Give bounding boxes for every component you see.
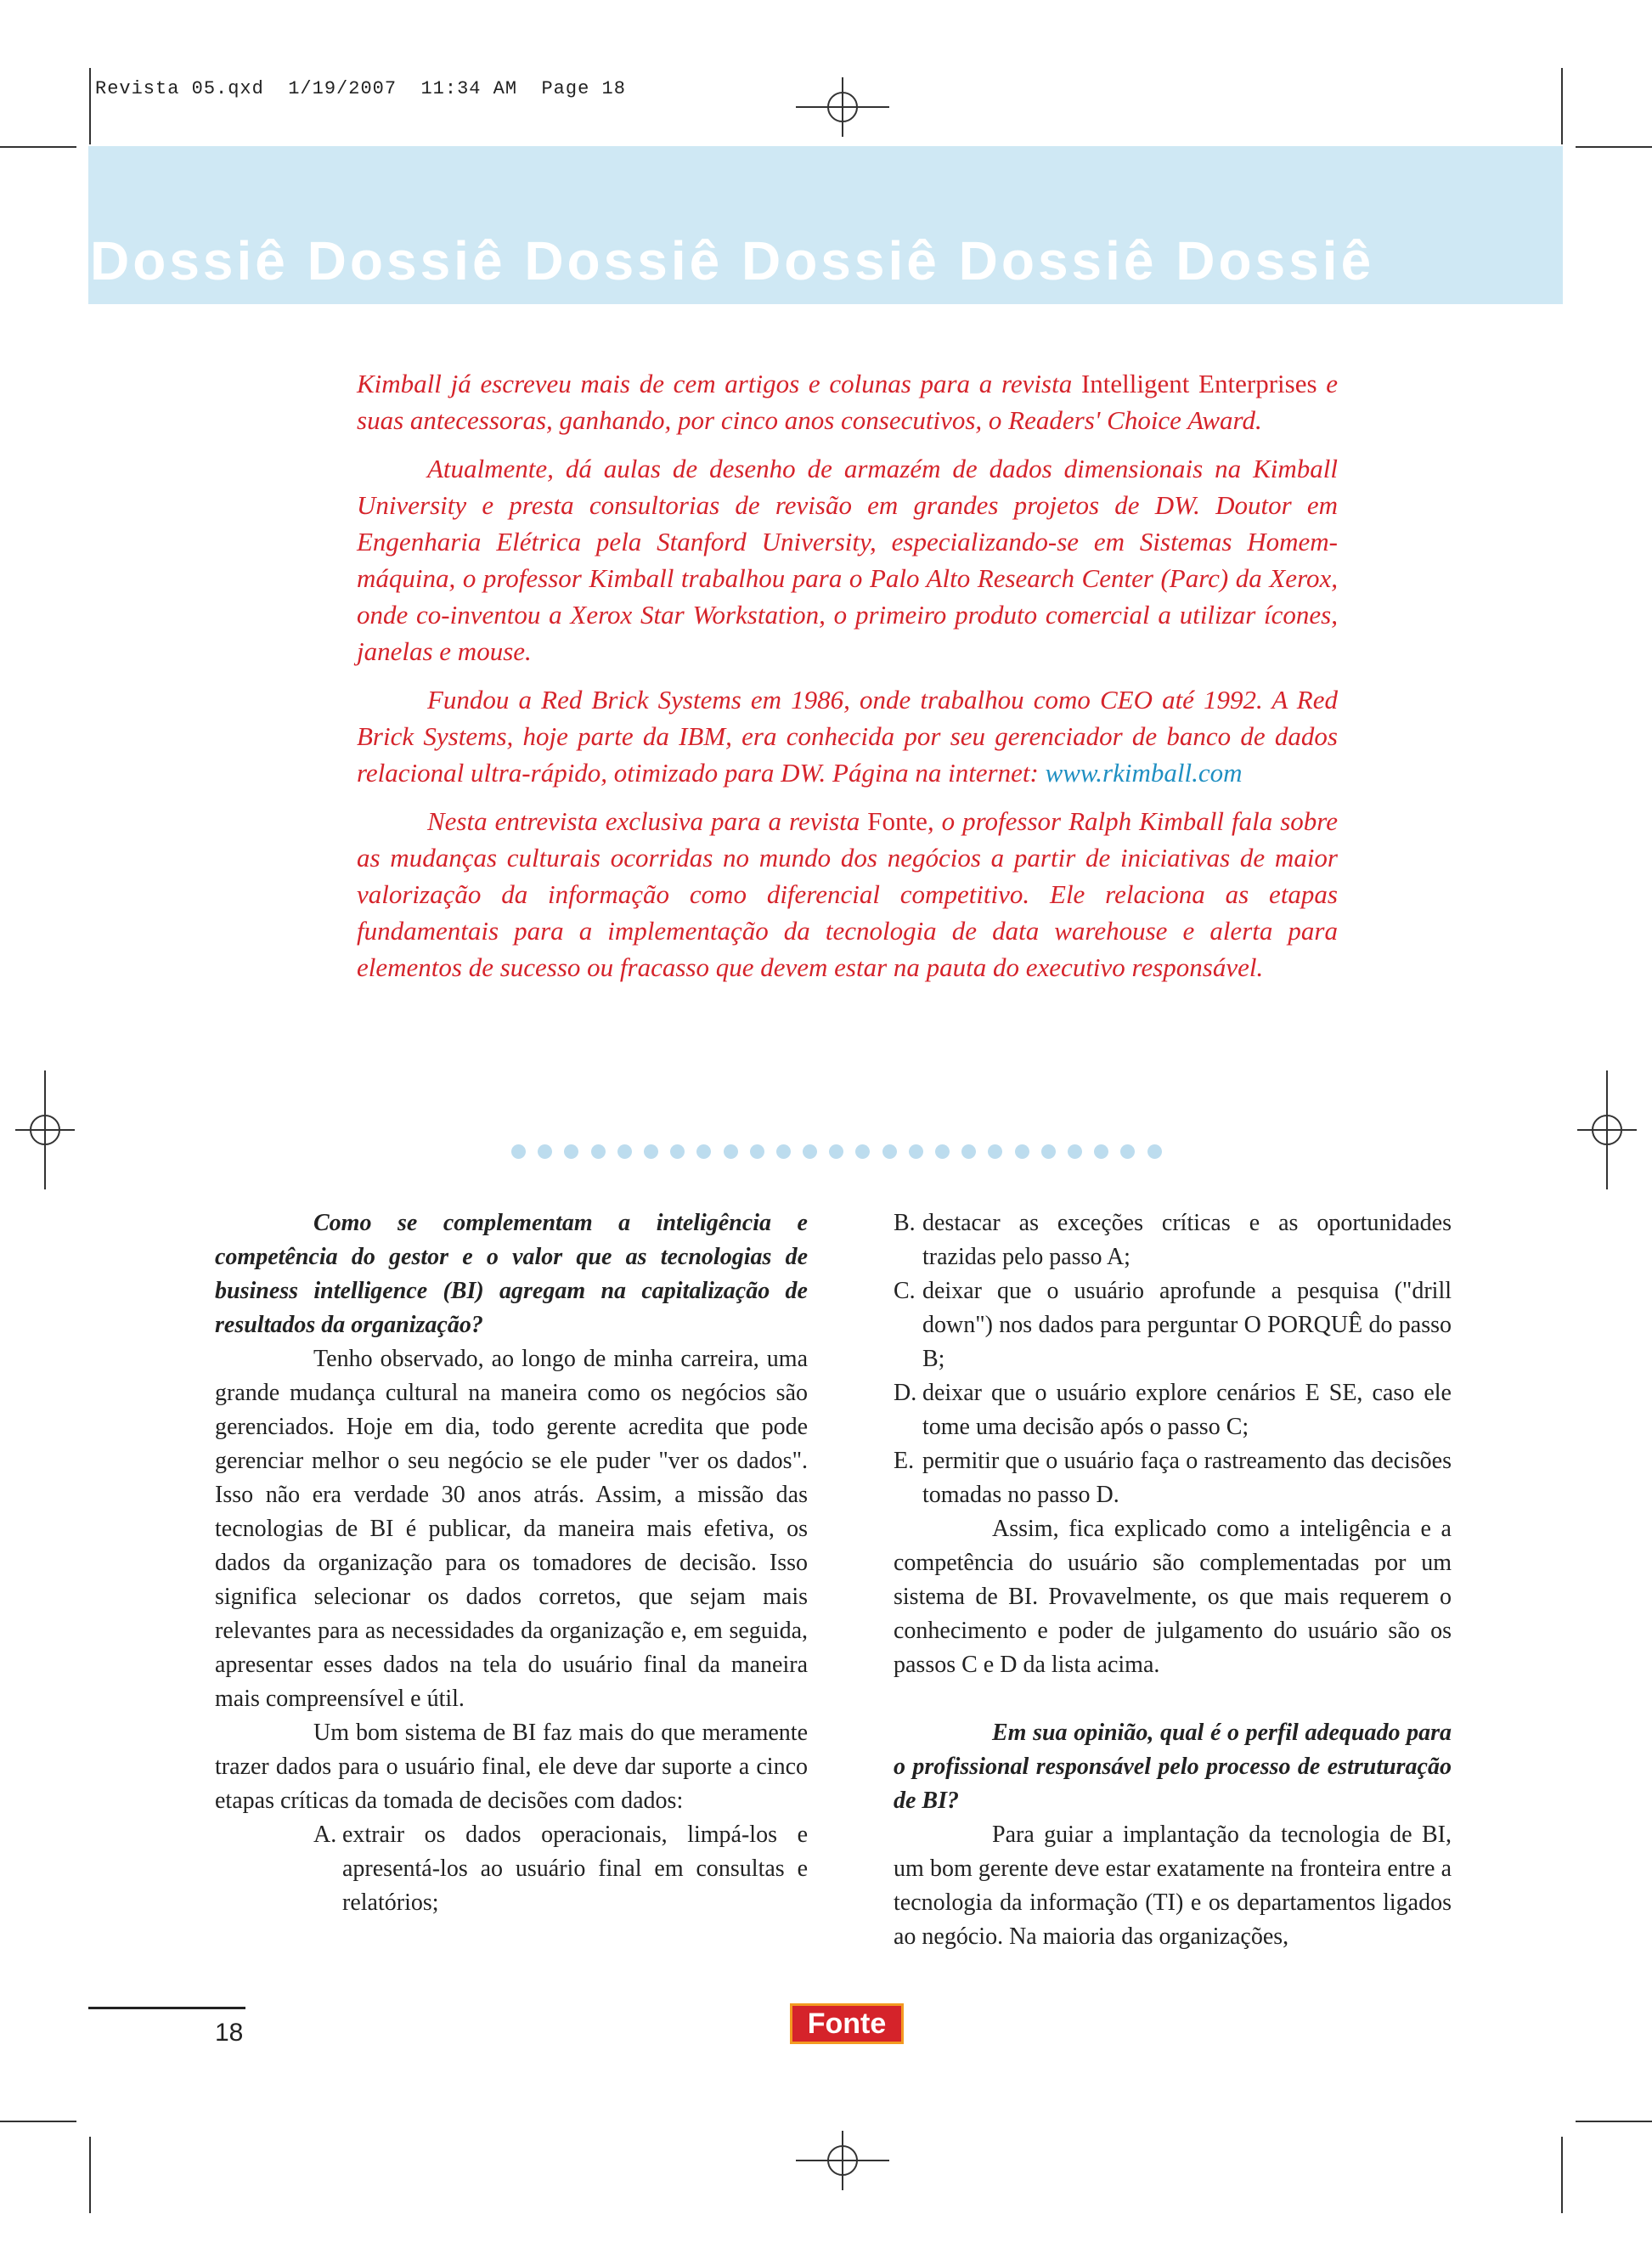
divider-dot (617, 1144, 632, 1159)
divider-dot (935, 1144, 950, 1159)
divider-dot (1094, 1144, 1108, 1159)
divider-dot (803, 1144, 817, 1159)
intro-paragraph: Kimball já escreveu mais de cem artigos e colunas para a revista Intelligent Enterprises e suas antecessoras, ganhando, por cinco anos consecutivos, o Readers' Choice Award. (357, 369, 1338, 435)
crop-mark (0, 146, 76, 148)
list-marker: B. (894, 1210, 916, 1236)
crop-mark (89, 68, 91, 144)
divider-dot (724, 1144, 738, 1159)
divider-dot (961, 1144, 976, 1159)
intro-paragraph: Atualmente, dá aulas de desenho de armazém de dados dimensionais na Kimball University e presta consultorias de revisão em grandes projetos de DW. Doutor em Engenharia Elétrica pela Stanford University, especializando-se em Sistemas Homem-máquina, o professor Kimball trabalhou para o Palo Alto Research Center (Parc) da Xerox, onde co-inventou a Xerox Star Workstation, o primeiro produto comercial a utilizar ícones, janelas e mouse. (357, 454, 1338, 666)
list-item (894, 1274, 1452, 1376)
list-marker: D. (894, 1380, 917, 1406)
crop-mark (89, 2137, 91, 2213)
divider-dot (855, 1144, 870, 1159)
website-link[interactable]: www.rkimball.com (1045, 758, 1243, 788)
crop-mark (1576, 2121, 1652, 2122)
divider-dot (591, 1144, 606, 1159)
list-marker: E. (894, 1448, 915, 1474)
registration-mark-right (1577, 1070, 1637, 1189)
column-right (894, 1206, 1452, 1954)
list-text: permitir que o usuário faça o rastreamento das decisões tomadas no passo D. (922, 1448, 1452, 1508)
divider-dot (829, 1144, 843, 1159)
divider-dot (882, 1144, 897, 1159)
crop-mark (0, 2121, 76, 2122)
answer-paragraph: Assim, fica explicado como a inteligência e a competência do usuário são complementadas por um sistema de BI. Provavelmente, os que mais requerem o conhecimento e poder de julgamento do usuário são os passos C e D da lista acima. (894, 1516, 1452, 1678)
divider-dot (696, 1144, 711, 1159)
crop-mark (1576, 146, 1652, 148)
registration-mark-bottom (796, 2131, 889, 2190)
list-text: extrair os dados operacionais, limpá-los e apresentá-los ao usuário final em consultas e relatórios; (342, 1822, 808, 1916)
list-item (894, 1376, 1452, 1444)
registration-mark-top (796, 77, 889, 137)
divider-dot (1120, 1144, 1135, 1159)
divider-dot (909, 1144, 923, 1159)
list-marker: C. (894, 1278, 916, 1304)
printer-slug: Revista 05.qxd 1/19/2007 11:34 AM Page 18 (95, 78, 626, 99)
list-item (894, 1206, 1452, 1274)
answer-paragraph: Tenho observado, ao longo de minha carreira, uma grande mudança cultural na maneira como os negócios são gerenciados. Hoje em dia, todo gerente acredita que pode gerenciar melhor o seu negócio se ele puder "ver os dados". Isso não era verdade 30 anos atrás. Assim, a missão das tecnologias de BI é publicar, da maneira mais efetiva, os dados da organização para os tomadores de decisão. Isso significa selecionar os dados corretos, que sejam mais relevantes para as necessidades da organização e, em seguida, apresentar esses dados na tela do usuário final da maneira mais compreensível e útil. (215, 1346, 808, 1712)
divider-dot (776, 1144, 791, 1159)
list-text: deixar que o usuário aprofunde a pesquisa ("drill down") nos dados para perguntar O PORQUÊ do passo B; (922, 1278, 1452, 1372)
answer-paragraph: Um bom sistema de BI faz mais do que meramente trazer dados para o usuário final, ele deve dar suporte a cinco etapas críticas da tomada de decisões com dados: (215, 1720, 808, 1814)
column-left (215, 1206, 808, 1920)
banner-title: Dossiê Dossiê Dossiê Dossiê Dossiê Dossiê (90, 230, 1375, 291)
divider-dot (750, 1144, 764, 1159)
divider-dot (670, 1144, 685, 1159)
list-item (313, 1818, 808, 1920)
divider-dot (988, 1144, 1002, 1159)
crop-mark (1561, 2137, 1563, 2213)
interview-question: Em sua opinião, qual é o perfil adequado para o profissional responsável pelo processo de estruturação de BI? (894, 1720, 1452, 1814)
crop-mark (1561, 68, 1563, 144)
interview-question: Como se complementam a inteligência e competência do gestor e o valor que as tecnologias de business intelligence (BI) agregam na capitalização de resultados da organização? (215, 1210, 808, 1338)
divider-dot (1147, 1144, 1162, 1159)
page-number: 18 (215, 2019, 244, 2047)
divider-dot (511, 1144, 526, 1159)
divider-dot (644, 1144, 658, 1159)
intro-paragraph: Fundou a Red Brick Systems em 1986, onde trabalhou como CEO até 1992. A Red Brick Systems, hoje parte da IBM, era conhecida por seu gerenciador de banco de dados relacional ultra-rápido, otimizado para DW. Página na internet: www.rkimball.com (357, 685, 1338, 788)
registration-mark-left (15, 1070, 75, 1189)
intro-block (357, 365, 1338, 997)
divider-dot (1068, 1144, 1082, 1159)
divider-dot (1041, 1144, 1056, 1159)
footer-rule (88, 2007, 245, 2009)
divider-dot (564, 1144, 578, 1159)
section-banner (88, 146, 1563, 304)
list-text: deixar que o usuário explore cenários E SE, caso ele tome uma decisão após o passo C; (922, 1380, 1452, 1440)
answer-paragraph: Para guiar a implantação da tecnologia de BI, um bom gerente deve estar exatamente na fronteira entre a tecnologia da informação (TI) e os departamentos ligados ao negócio. Na maioria das organizações, (894, 1822, 1452, 1950)
divider-dot (1015, 1144, 1029, 1159)
fonte-logo: Fonte (790, 2003, 904, 2044)
intro-paragraph: Nesta entrevista exclusiva para a revista Fonte, o professor Ralph Kimball fala sobre as mudanças culturais ocorridas no mundo dos negócios a partir de iniciativas de maior valorização da informação como diferencial competitivo. Ele relaciona as etapas fundamentais para a implementação da tecnologia de data warehouse e alerta para elementos de sucesso ou fracasso que devem estar na pauta do executivo responsável. (357, 806, 1338, 982)
divider-dot (538, 1144, 552, 1159)
list-text: destacar as exceções críticas e as oportunidades trazidas pelo passo A; (922, 1210, 1452, 1270)
list-item (894, 1444, 1452, 1512)
list-marker: A. (313, 1822, 337, 1848)
dotted-divider (511, 1144, 1162, 1159)
